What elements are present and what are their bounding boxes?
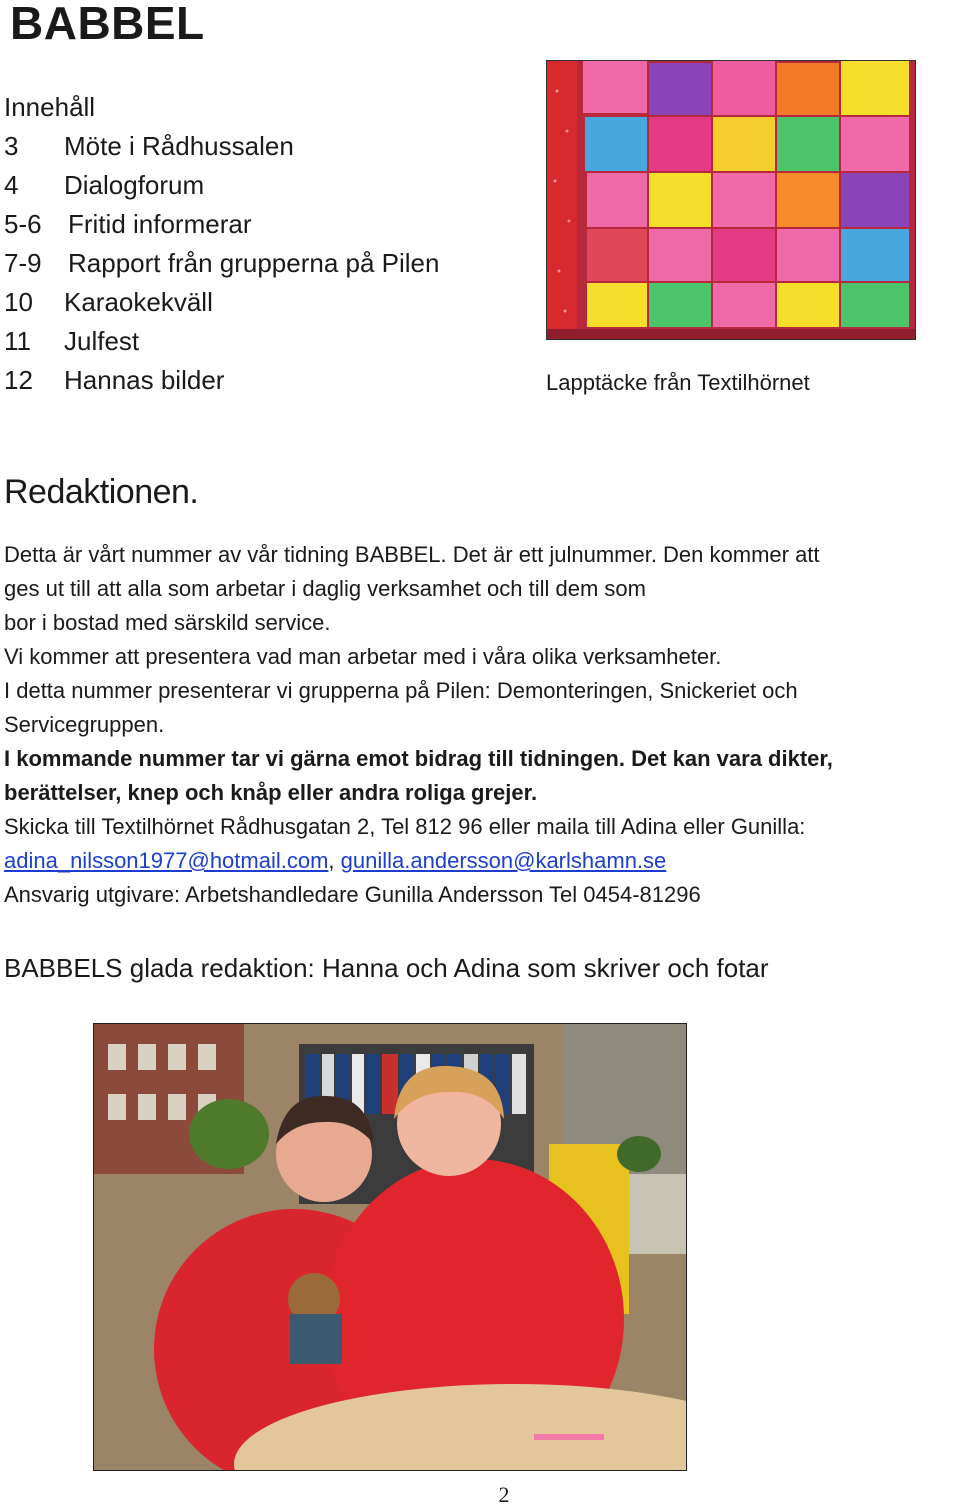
toc-item-label: Karaokekväll xyxy=(64,287,213,317)
email-line xyxy=(4,844,960,878)
table-of-contents xyxy=(4,88,439,400)
toc-item-label: Dialogforum xyxy=(64,170,205,200)
toc-page-number: 12 xyxy=(4,365,33,395)
toc-page-number: 3 xyxy=(4,131,19,161)
email-link-adina[interactable]: adina_nilsson1977@hotmail.com xyxy=(4,848,329,873)
toc-item-label: Möte i Rådhussalen xyxy=(64,131,294,161)
present-line: Vi kommer att presentera vad man arbetar med i våra olika verksamheter. xyxy=(4,644,722,669)
toc-page-number: 7-9 xyxy=(4,248,42,278)
toc-item xyxy=(4,166,439,205)
quilt-photo-caption: Lapptäcke från Textilhörnet xyxy=(546,370,810,395)
toc-item-label: Julfest xyxy=(64,326,140,356)
groups-line: I detta nummer presenterar vi grupperna på Pilen: Demonteringen, Snickeriet och xyxy=(4,678,798,703)
contribution-call: I kommande nummer tar vi gärna emot bidrag till tidningen. Det kan vara dikter, xyxy=(4,746,833,771)
toc-item-label: Fritid informerar xyxy=(68,209,252,239)
toc-page-number: 10 xyxy=(4,287,33,317)
toc-item xyxy=(4,244,439,283)
email-link-gunilla[interactable]: gunilla.andersson@karlshamn.se xyxy=(340,848,667,873)
intro-line: Detta är vårt nummer av vår tidning BABBEL. Det är ett julnummer. Den kommer att xyxy=(4,542,820,567)
toc-item xyxy=(4,322,439,361)
publisher-line: Ansvarig utgivare: Arbetshandledare Gunilla Andersson Tel 0454-81296 xyxy=(4,882,701,907)
intro-line: bor i bostad med särskild service. xyxy=(4,610,331,635)
editorial-body xyxy=(4,538,960,912)
toc-item xyxy=(4,205,439,244)
groups-line: Servicegruppen. xyxy=(4,712,165,737)
intro-line: ges ut till att alla som arbetar i daglig verksamhet och till dem som xyxy=(4,576,646,601)
toc-item xyxy=(4,361,439,400)
contribution-call: berättelser, knep och knåp eller andra roliga grejer. xyxy=(4,780,538,805)
quilt-photo xyxy=(546,60,916,340)
newsletter-title: BABBEL xyxy=(10,0,205,49)
page-number: 2 xyxy=(498,1482,510,1507)
toc-item-label: Rapport från grupperna på Pilen xyxy=(68,248,440,278)
toc-page-number: 4 xyxy=(4,170,19,200)
toc-item xyxy=(4,283,439,322)
toc-item xyxy=(4,127,439,166)
toc-item-label: Hannas bilder xyxy=(64,365,225,395)
editorial-heading: Redaktionen. xyxy=(4,473,199,511)
email-separator: , xyxy=(328,848,341,873)
toc-page-number: 11 xyxy=(4,326,31,356)
toc-page-number: 5-6 xyxy=(4,209,42,239)
send-instructions: Skicka till Textilhörnet Rådhusgatan 2, Tel 812 96 eller maila till Adina eller Gunilla: xyxy=(4,814,806,839)
team-caption: BABBELS glada redaktion: Hanna och Adina som skriver och fotar xyxy=(4,953,769,983)
team-photo xyxy=(93,1023,687,1471)
toc-heading: Innehåll xyxy=(4,92,96,122)
